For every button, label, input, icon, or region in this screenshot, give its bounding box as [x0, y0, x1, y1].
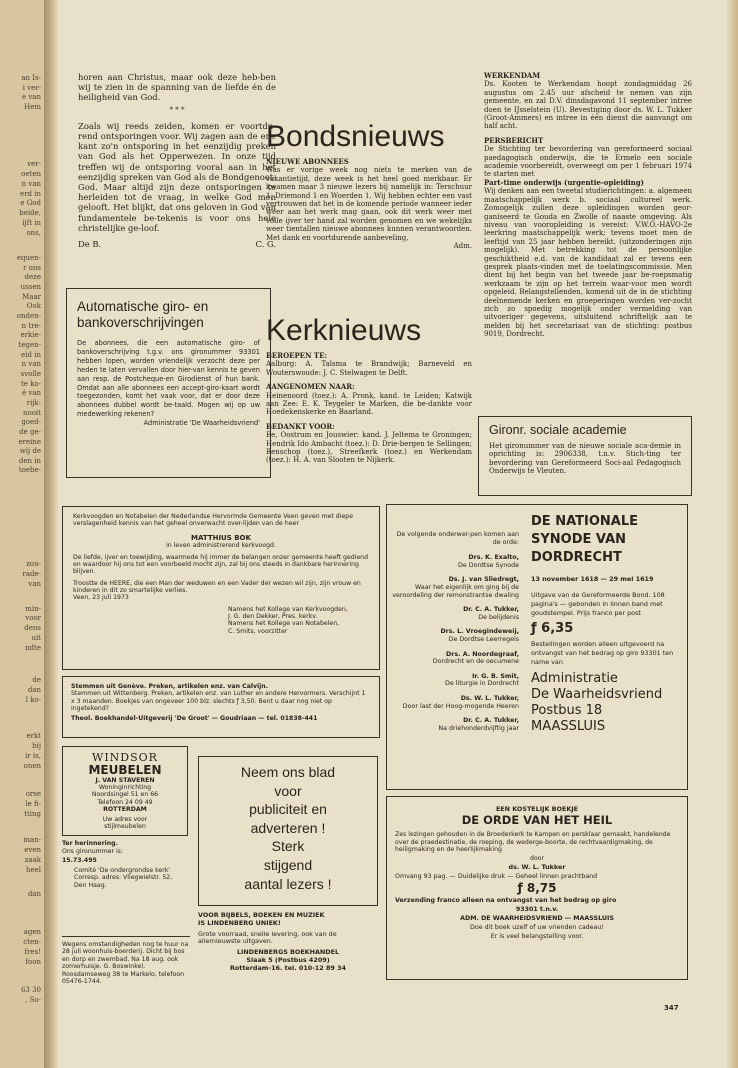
adjacent-page-fragment: rade- — [22, 570, 41, 578]
adjacent-page-fragment: ussen — [20, 283, 41, 291]
synode-topic — [391, 673, 519, 688]
synode-topic-title: Dordrecht en de oecumene — [432, 658, 519, 666]
adverteren-line: stijgend — [263, 856, 313, 873]
ondergrond-gironr: 15.73.495 — [62, 857, 97, 865]
ondergrond-heading: Ter herinnering. — [62, 840, 118, 847]
persbericht-body: Wij denken aan een tweetal studierichtingen: a. algemeen maatschappelijk werk b. sociaal cultureel werk. Zomogelijk zullen deze opleidingen worden geor-ganiseerd te Gouda en Zwolle of naaste omgeving. Als niveau van vooropleiding is vereist: V.W.O.-HAVO-2e leerkring maatschappelijk werk; tevens moet men de leeftijd van 25 jaar hebben bereikt. (uitzonderingen zijn mogelijk). Met betrekking tot de persoonlijke geschiktheid e.d. van de kandidaat zal er tevens een gesprek plaats-vinden met de toelatingscommissie. Men dient bij het begin van het tweede jaar be-roepsmatig werkzaam te zijn op het terrein waar-voor men wordt opgeleid. Belangstellenden, komend uit de in de stichting deelnemende kerken en groeperingen worden ver-zocht zich zo spoedig mogelijk onder vermelding van uitvoeriger gegevens, uitsluitend schriftelijk aan te melden bij het secretariaat van de stichting: postbus 9019, Dordrecht. — [484, 187, 692, 339]
werkendam-heading: WERKENDAM — [484, 71, 541, 80]
bondsnieuws-sign: Adm. — [453, 242, 472, 251]
adjacent-page-fragment: toebe- — [18, 466, 41, 474]
synode-order-info: Bestellingen worden alleen uitgevoerd na ontvangst van het bedrag op giro 93301 ten name van — [531, 640, 674, 666]
lindenberg-text: Grote voorraad, snelle levering, ook van de allernieuwste uitgaven. — [198, 929, 337, 946]
adjacent-page-fragment: 63 30 — [20, 986, 41, 994]
heil-giro: 93301 t.n.v. — [515, 905, 559, 913]
adjacent-page-fragment: van — [28, 580, 41, 588]
synode-adm-2: De Waarheidsvriend — [531, 687, 663, 702]
heil-door: door — [529, 854, 545, 862]
adjacent-page-fragment: de — [32, 676, 41, 684]
bondsnieuws-title: Bondsnieuws — [266, 120, 445, 153]
lindenberg-store: LINDENBERGS BOEKHANDEL — [236, 948, 340, 957]
adjacent-page-fragment: den in — [18, 457, 41, 465]
adjacent-page-fragment: n tre- — [21, 322, 41, 330]
synode-topic-speaker: Drs. L. Vroegindeweij, — [440, 628, 519, 636]
synode-topic — [391, 695, 519, 710]
windsor-ad — [62, 746, 188, 836]
obituary-role: in leven administrerend kerkvoogd. — [166, 541, 276, 549]
synode-dates: 13 november 1618 — 29 mei 1619 — [531, 575, 654, 583]
adjacent-page-fragment: deze — [24, 273, 41, 281]
adjacent-page-fragment: onen — [23, 762, 41, 770]
windsor-title: MEUBELEN — [88, 763, 162, 777]
heil-adm: ADM. DE WAARHEIDSVRIEND — MAASSLUIS — [460, 914, 614, 922]
werkendam-text: Ds. Kooten te Werkendam hoopt zondagmiddag 26 augustus om 2.45 uur afscheid te nemen van zijn gemeente, en zal D.V. dinsdagavond 11 september intree doen te IJsselstein (U). Bevestiging door ds. W. L. Tukker (Groot-Ammers) en intree in één dienst die aanvangt om half acht. — [484, 80, 692, 131]
synode-topic-speaker: Drs. K. Exalto, — [468, 554, 519, 562]
adjacent-page-fragment: é van — [21, 389, 41, 397]
synode-topic — [391, 576, 519, 599]
bondsnieuws-article — [266, 158, 472, 250]
adjacent-page-fragment: eld in — [21, 351, 41, 359]
adjacent-page-fragment: i ver- — [22, 84, 41, 92]
obituary-sig-4: C. Smits, voorzitter — [228, 627, 288, 635]
obituary-intro: Kerkvoogden en Notabelen der Nederlandse Hervormde Gemeente Veen geven met diepe verslagenheid kennis van het geheel onverwacht over-lijden van de heer — [73, 513, 353, 528]
ondergrond-line-5: Den Haag. — [74, 881, 107, 889]
windsor-phone: Telefoon 24 09 49 — [97, 798, 153, 806]
ondergrondse-kerk-notice — [62, 840, 188, 890]
synode-adm-3: Postbus 18 — [531, 703, 603, 718]
persbericht-heading: PERSBERICHT — [484, 135, 544, 145]
windsor-tagline-2: stijlmeubelen — [104, 823, 146, 831]
adjacent-page-fragment: ereine — [18, 438, 41, 446]
synode-topic-speaker: Ds. W. L. Tukker, — [460, 694, 519, 702]
adjacent-page-fragment: e van — [21, 93, 41, 101]
adjacent-page-fragment: an Is- — [21, 74, 41, 82]
adjacent-page-fragment: heel — [25, 866, 41, 874]
adjacent-page-fragment: Maar — [22, 293, 41, 301]
adjacent-page-fragment: fres! — [24, 948, 41, 956]
signature-right: C. G. — [255, 239, 276, 250]
adjacent-page-fragment: ons, — [26, 229, 41, 237]
windsor-logo: WINDSOR — [92, 751, 158, 764]
obituary-name: MATTHIUS BOK — [191, 533, 251, 542]
synode-topic-title: De Dordtse Leerregels — [448, 635, 519, 643]
adjacent-page-fragment: , So- — [25, 996, 41, 1004]
persbericht-subheading: Part-time onderwijs (urgentie-opleiding) — [484, 177, 644, 187]
heil-title: DE ORDE VAN HET HEIL — [461, 813, 613, 827]
heil-gift-1: Doe dit boek uzelf of uw vrienden cadeau! — [470, 923, 604, 931]
giro-notice-box — [66, 288, 271, 478]
page-edge-shadow — [726, 0, 738, 1068]
adjacent-page-fragment: n van — [21, 360, 41, 368]
adjacent-page-fragment: r ons — [23, 264, 41, 272]
beroepen-heading: BEROEPEN TE: — [266, 351, 328, 360]
adjacent-page-fragment: bij — [32, 742, 41, 750]
synode-topic-title: De Dordtse Synode — [458, 561, 519, 569]
lindenberg-ad — [198, 912, 378, 973]
synode-topic-speaker: Dr. C. A. Tukker, — [463, 606, 519, 614]
adjacent-page-fragment: orse — [25, 790, 41, 798]
adjacent-page-fragment: zaak — [24, 856, 41, 864]
adjacent-page-fragment: ir is, — [25, 752, 41, 760]
synode-topic-speaker: Drs. A. Noordegraaf, — [446, 650, 519, 658]
signature-left: De B. — [78, 239, 102, 250]
lindenberg-city: Rotterdam-16. tel. 010-12 89 34 — [229, 963, 346, 972]
adjacent-page-fragment: le fi- — [25, 800, 41, 808]
giro-title: Automatische giro- en bankoverschrijvingen — [77, 299, 209, 330]
adverteren-line: adverteren ! — [250, 819, 326, 836]
adjacent-page-fragment: de ge- — [19, 428, 41, 436]
adverteren-lines — [203, 763, 373, 893]
stemmen-geneve: Stemmen uit Genève. Preken, artikelen enz. van Calvijn. — [71, 683, 269, 690]
windsor-tagline-1: Uw adres voor — [102, 816, 148, 824]
synode-topic-title: Waar het eigenlijk om ging bij de veroordeling der remonstrantse dwaling — [392, 583, 519, 599]
gironr-title: Gironr. sociale academie — [489, 423, 627, 437]
article-body: Zoals wij reeds zeiden, komen er voortdu-rend ontsporingen voor. Wij zagen aan de ene kant zo'n ontsporing in het eenzijdig preken van God als het Opperwezen. In onze tijd treffen wij de ontsporing vooral aan in het eenzijdig spreken van God als de Bondgenoot-God. Maar altijd zijn deze ontsporingen te herleiden tot de vraag, in welke God men gelooft. Het blijkt, dat ons geloven in God van fundamentele be-tekenis is voor ons hele christelijke ge-loof. — [78, 120, 276, 233]
column-3-news — [484, 72, 692, 339]
adjacent-page-fragment: dan — [27, 686, 41, 694]
synode-book-info — [531, 513, 681, 735]
synode-adm-1: Administratie — [531, 671, 618, 686]
synode-topic-speaker: Ds. J. van Sliedregt, — [448, 576, 519, 584]
adjacent-page-fragment: ijft in — [22, 219, 41, 227]
stemmen-wittenberg: Stemmen uit Wittenberg. Preken, artikelen enz. van Luther en andere Hervormers. Verschijnt 1 x 3 maanden. Boekjes van ongeveer 100 blz. slechts ƒ 3,50. Bent u daar nog niet op ingetekend? — [71, 690, 366, 712]
synode-topic — [391, 628, 519, 643]
obituary-paragraph: De liefde, ijver en toewijding, waarmede hij immer de belangen onzer gemeente heeft gediend en waardoor hij ons tot een voorbeeld mocht zijn, zal bij ons steeds in dankbare herinnering blijven. — [73, 553, 369, 576]
column-1-intro — [78, 72, 276, 253]
gironr-box — [478, 416, 692, 496]
adjacent-page-fragment: voor — [25, 614, 41, 622]
windsor-address: Noordsingel 51 en 66 — [91, 791, 159, 799]
adjacent-page-fragment: equen- — [16, 254, 41, 262]
adjacent-page-fragment: erkie- — [20, 331, 41, 339]
adjacent-page-fragment: Ook — [26, 302, 41, 310]
lindenberg-address: Slaak 5 (Postbus 4209) — [246, 955, 330, 964]
synode-description: Uitgave van de Gereformeerde Bond. 108 pagina's — gebonden in linnen band met goudstempel. Prijs franco per post — [531, 591, 665, 617]
synode-topic-speaker: Dr. C. A. Tukker, — [463, 717, 519, 725]
windsor-owner: J. VAN STAVEREN — [95, 777, 155, 784]
giro-body: De abonnees, die een automatische giro- of bankoverschrijving t.g.v. ons gironummer 93301 hebben lopen, worden vriendelijk verzocht deze per heden te laten vervallen door hier-van kennis te geven aan resp. de Postcheque-en Girodienst of hun bank. Omdat aan alle abonnees een accept-giro-kaart wordt toegezonden, komt het vaak voor, dat er door deze abonnees dubbel wordt be-taald. Mogen wij op uw medewerking rekenen? — [77, 339, 260, 419]
adjacent-page-fragment: ndte — [25, 644, 41, 652]
lindenberg-heading-1: VOOR BIJBELS, BOEKEN EN MUZIEK — [198, 911, 325, 919]
adjacent-page-fragment: wij de — [19, 447, 41, 455]
aangenomen-text: Heinenoord (toez.): A. Pronk, kand. te Leiden; Katwijk aan Zee: E. K. Teygeler te Marken, die be-dankte voor Hoedekenskerke en Baarland. — [266, 391, 472, 417]
adjacent-page-fragment: nooit — [23, 409, 41, 417]
adverteren-line: publiciteit en — [249, 801, 327, 818]
adverteren-line: Neem ons blad — [240, 764, 336, 780]
heil-kicker: EEN KOSTELIJK BOEKJE — [495, 805, 579, 813]
kerknieuws-article — [266, 352, 472, 465]
page-gutter — [44, 0, 58, 1068]
adjacent-page-fragment: n van — [21, 180, 41, 188]
adverteren-box — [198, 756, 378, 906]
synode-topic — [391, 651, 519, 666]
adjacent-page-fragment: man- — [23, 836, 41, 844]
adverteren-line: aantal lezers ! — [244, 875, 332, 892]
orde-van-het-heil-ad — [386, 796, 688, 980]
adjacent-page-fragment: agen — [23, 928, 41, 936]
synode-topic — [391, 606, 519, 621]
adjacent-page-fragment: dan — [27, 890, 41, 898]
synode-topic-speaker: Ir. G. B. Smit, — [472, 672, 519, 680]
section-divider: * * * — [169, 105, 185, 114]
synode-topic-title: Na driehonderdvijftig jaar — [438, 724, 519, 732]
synode-adm-4: MAASSLUIS — [531, 719, 606, 734]
adjacent-page-fragment: min- — [25, 605, 41, 613]
bedankt-heading: BEDANKT VOOR: — [266, 421, 335, 431]
ondergrond-line-1: Ons gironummer is: — [62, 847, 124, 855]
adjacent-page-fragment: erkt — [26, 732, 41, 740]
bondsnieuws-body: Was er vorige week nog niets te merken van de vakantietijd, deze week is het heel goed merkbaar. Er kwamen maar 3 nieuwe lezers bij namelijk in: Terschuur 1, Driemond 1 en Woerden 1. Wij hebben echter een vast vertrouwen dat het in de komende periode wanneer ieder weer aan het werk mag gaan, ook dit werk weer met volle ijver ter hand zal worden genomen en we wekelijks weer tientallen nieuwe abonnees kunnen verantwoorden. Met dank en voortdurende aanbeveling, — [266, 166, 472, 242]
heil-author: ds. W. L. Tukker — [508, 862, 566, 871]
synode-topic-title: Door last der Hoog-mogende Heeren — [402, 702, 519, 710]
obituary-verse: Troostte de HEERE, die een Man der weduwen en een Vader der wezen wil zijn, zijn vrouw en kinderen in dit zo smartelijke verlies. — [73, 579, 361, 595]
adjacent-page-fragment: uit — [31, 634, 41, 642]
synode-topics — [391, 531, 519, 739]
synode-topic-list — [391, 554, 519, 732]
lindenberg-heading-2: IS LINDENBERG UNIEK! — [198, 918, 281, 927]
heil-order: Verzending franco alleen na ontvangst van het bedrag op giro — [395, 896, 617, 904]
adjacent-page-fragment: tegen- — [18, 341, 41, 349]
heil-gift-2: Er is veel belangstelling voor. — [490, 932, 584, 940]
adjacent-page-fragment: l ko- — [25, 696, 41, 704]
heil-price: ƒ 8,75 — [517, 880, 557, 895]
synode-price: ƒ 6,35 — [531, 621, 574, 636]
ondergrond-line-3: Comité 'De ondergrondse kerk' — [74, 866, 171, 874]
obituary-box — [62, 506, 380, 670]
newspaper-page — [58, 0, 738, 1068]
adjacent-page-fragment: even — [24, 846, 41, 854]
giro-signature: Administratie 'De Waarheidsvriend' — [143, 419, 260, 428]
adverteren-line: voor — [274, 782, 302, 799]
synode-title-2: SYNODE VAN — [531, 532, 627, 547]
gironr-body: Het gironummer van de nieuwe sociale aca-demie in oprichting is: 2906338, t.n.v. Stich-ting ter bevordering van Gereformeerd Soci-aal Pedagogisch Onderwijs te Vleuten. — [489, 442, 681, 476]
bondsnieuws-heading: NIEUWE ABONNEES — [266, 157, 349, 166]
windsor-line-2: Woninginrichting — [98, 784, 152, 792]
bedankt-text: Ee, Oostrum en Jouswier: kand. J. Jeltema te Groningen; Hendrik Ido Ambacht (toez.): D. Drie-bergen te Sellingen; Benschop (toez.), Streefkerk (toez.) en Werkendam (toez.): H. A. van Slooten te Nijkerk. — [266, 431, 472, 465]
windsor-city: ROTTERDAM — [103, 805, 147, 813]
adjacent-page-fragment: svolle — [20, 370, 41, 378]
adjacent-page-fragment: beide, — [19, 209, 41, 217]
adjacent-page-fragment: onden- — [16, 312, 41, 320]
adverteren-line: Sterk — [271, 838, 305, 855]
heil-specs: Omvang 93 pag. — Duidelijke druk — Geheel linnen prachtband — [395, 872, 598, 880]
adjacent-page-fragment: te ko- — [20, 380, 41, 388]
obituary-sig-1: Namens het Kollege van Kerkvoogden, — [228, 605, 348, 613]
obituary-signatures — [228, 606, 369, 635]
intro-text: horen aan Christus, maar ook deze heb-ben wij te zien in de spanning van de liefde én de heiligheid van God. — [78, 72, 276, 103]
synode-topic-title: De liturgie in Dordrecht — [445, 680, 519, 688]
synode-topic — [391, 554, 519, 569]
wegens-ad: Wegens omstandigheden nog te huur na 28 juli woonhuis-boerderij. Dicht bij bos en dorp en zwembad. Na 18 aug. ook zomerhuisje. G. Boswinkel, Roosdamseweg 38 te Markelo, telefoon 05476-1744. — [62, 936, 190, 985]
adjacent-page-fragment: dens — [24, 624, 41, 632]
persbericht-text: De Stichting ter bevordering van gereformeerd sociaal paedagogisch onderwijs, die te Ermelo een sociale academie voorbereidt, overweegt om per 1 februari 1974 te starten met — [484, 145, 692, 179]
synode-topic-title: De belijdenis — [478, 613, 519, 621]
adjacent-page-fragment: oeten — [21, 170, 41, 178]
obituary-sig-3: Namens het Kollege van Notabelen, — [228, 620, 340, 628]
adjacent-page-fragment: rijk- — [26, 399, 41, 407]
stemmen-ad — [62, 676, 380, 738]
heil-description: Zes lezingen gehouden in de Broederkerk te Kampen en persklaar gemaakt, handelende over de praedestinatie, de roeping, de wederge-boorte, de rechtvaardigmaking, de heiligmaking en de heerlijkmaking — [395, 831, 671, 854]
synode-topic — [391, 717, 519, 732]
adjacent-page-fragment: tting — [24, 810, 41, 818]
stemmen-publisher: Theol. Boekhandel-Uitgeverij 'De Groot' — Goudriaan — tel. 01838-441 — [71, 715, 318, 723]
page-number: 347 — [664, 1004, 679, 1012]
obituary-date: Veen, 23 juli 1973 — [73, 594, 129, 602]
adjacent-page-fragment: foon — [25, 958, 41, 966]
synode-title-1: DE NATIONALE — [531, 514, 638, 529]
synode-intro: De volgende onderwer-pen komen aan de orde: — [396, 531, 519, 546]
kerknieuws-title: Kerknieuws — [266, 314, 422, 347]
obituary-sig-2: J. G. den Dekker, Pres. kerkv. — [228, 612, 318, 620]
adjacent-page-fragment: erd in — [20, 190, 41, 198]
adjacent-page-fragment: goed- — [21, 418, 41, 426]
aangenomen-heading: AANGENOMEN NAAR: — [266, 382, 355, 392]
nationale-synode-ad — [386, 504, 688, 790]
adjacent-page-fragment: Hem — [24, 103, 41, 111]
beroepen-text: Aalburg: A. Talsma te Brandwijk; Barneveld en Wouterswoude: J. C. Stelwagen te Delft. — [266, 360, 472, 377]
ondergrond-line-4: Corresp. adres: Vliegwielstr. 52, — [74, 874, 173, 882]
adjacent-page-fragment: ver- — [27, 160, 41, 168]
adjacent-page-fragment: e God — [20, 199, 41, 207]
synode-title-3: DORDRECHT — [531, 550, 622, 565]
adjacent-page-edge — [0, 0, 45, 1068]
adjacent-page-fragment: cten- — [23, 938, 41, 946]
adjacent-page-fragment: zou- — [26, 560, 41, 568]
